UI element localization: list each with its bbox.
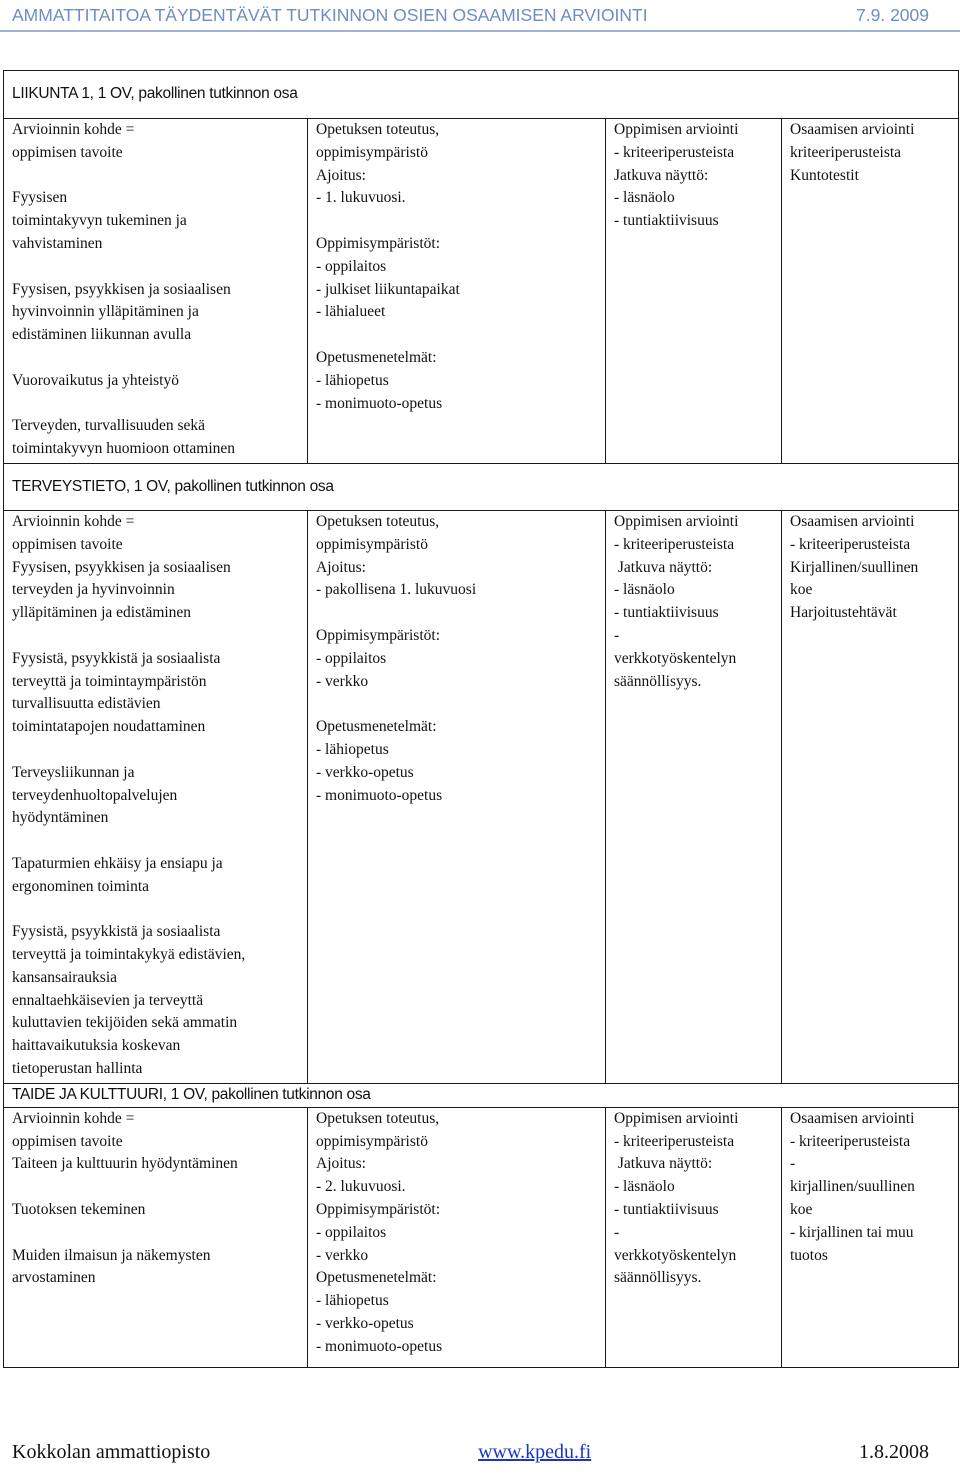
content-line: Ajoitus: — [316, 1155, 366, 1173]
column-header — [606, 1107, 782, 1153]
content-line: - monimuoto-opetus — [316, 394, 443, 412]
content-line: ennaltaehkäisevien ja terveyttä — [12, 991, 204, 1009]
blank-line — [12, 1176, 303, 1199]
blank-line — [316, 693, 601, 716]
column-header-line: Osaamisen arviointi — [790, 121, 915, 138]
content-line: turvallisuutta edistävien — [12, 695, 161, 713]
content-line: Ajoitus: — [316, 558, 366, 576]
page-footer — [12, 1441, 929, 1464]
column-header-line: Arvioinnin kohde = — [12, 121, 135, 138]
content-line: Harjoitustehtävät — [790, 604, 897, 622]
content-line: terveyttä ja toimintakykyä edistävien, — [12, 946, 246, 964]
content-line: - monimuoto-opetus — [316, 1337, 443, 1355]
content-line: terveydenhuoltopalvelujen — [12, 786, 178, 804]
content-line: Oppimisympäristöt: — [316, 234, 440, 252]
assessment-table — [3, 70, 959, 1368]
column-header-line: oppimisympäristö — [316, 1132, 428, 1150]
content-line: vahvistaminen — [12, 234, 103, 252]
content-line: terveyttä ja toimintaympäristön — [12, 672, 207, 690]
blank-line — [12, 1222, 303, 1245]
blank-line — [12, 625, 303, 648]
column-header — [4, 510, 308, 556]
content-line: Kirjallinen/suullinen — [790, 558, 919, 576]
section-title: TAIDE JA KULTTUURI, 1 OV, pakollinen tutkinnon osa — [4, 1083, 959, 1107]
content-line: säännöllisyys. — [614, 1269, 702, 1287]
content-line: toimintakyvyn tukeminen ja — [12, 212, 187, 230]
blank-line — [12, 256, 303, 279]
content-line: - tuntiaktiivisuus — [614, 1201, 719, 1219]
content-line: ylläpitäminen ja edistäminen — [12, 604, 192, 622]
column-header-line: oppimisen tavoite — [12, 535, 123, 553]
content-line: Jatkuva näyttö: — [614, 166, 709, 184]
content-line: Muiden ilmaisun ja näkemysten — [12, 1246, 211, 1264]
content-line: - — [790, 1155, 796, 1173]
content-line: säännöllisyys. — [614, 672, 702, 690]
header-date: 7.9. 2009 — [856, 5, 929, 25]
blank-line — [316, 324, 601, 347]
column-header-row — [4, 1107, 959, 1153]
content-line: Fyysisen — [12, 189, 68, 207]
content-line: - verkko-opetus — [316, 763, 414, 781]
content-line: - lähiopetus — [316, 1292, 389, 1310]
content-cell — [308, 557, 606, 1084]
content-line: kuluttavien tekijöiden sekä ammatin — [12, 1014, 238, 1032]
content-cell — [782, 1153, 959, 1367]
content-line: hyödyntäminen — [12, 809, 109, 827]
content-cell — [308, 165, 606, 464]
column-header — [782, 510, 959, 556]
content-line: Terveyden, turvallisuuden sekä — [12, 417, 206, 435]
content-cell — [308, 1153, 606, 1367]
column-header-row — [4, 510, 959, 556]
content-line: haittavaikutuksia koskevan — [12, 1037, 181, 1055]
content-line: Opetusmenetelmät: — [316, 1269, 437, 1287]
content-line: Vuorovaikutus ja yhteistyö — [12, 371, 179, 389]
content-line: verkkotyöskentelyn — [614, 1246, 737, 1264]
blank-line — [316, 210, 601, 233]
content-line: Tuotoksen tekeminen — [12, 1201, 146, 1219]
column-header — [4, 1107, 308, 1153]
content-line: toimintatapojen noudattaminen — [12, 718, 206, 736]
content-line: hyvinvoinnin ylläpitäminen ja — [12, 303, 199, 321]
content-line: ergonominen toiminta — [12, 877, 150, 895]
column-header-line: Oppimisen arviointi — [614, 512, 739, 530]
content-line: Fyysisen, psyykkisen ja sosiaalisen — [12, 280, 231, 298]
content-line: tuotos — [790, 1246, 828, 1264]
content-line: - kirjallinen tai muu — [790, 1223, 914, 1241]
content-line: Fyysistä, psyykkistä ja sosiaalista — [12, 649, 221, 667]
column-header — [782, 119, 959, 165]
content-line: Opetusmenetelmät: — [316, 348, 437, 366]
column-header-line: oppimisympäristö — [316, 143, 428, 161]
content-cell — [606, 557, 782, 1084]
content-line: Oppimisympäristöt: — [316, 1201, 440, 1219]
content-cell — [606, 1153, 782, 1367]
header-title: AMMATTITAITOA TÄYDENTÄVÄT TUTKINNON OSIEN OSAAMISEN ARVIOINTI — [12, 5, 648, 25]
content-line: - verkko — [316, 672, 369, 690]
content-line: Fyysisen, psyykkisen ja sosiaalisen — [12, 558, 231, 576]
content-line: tietoperustan hallinta — [12, 1060, 143, 1078]
column-header-line: - kriteeriperusteista — [790, 1132, 911, 1150]
content-line: - verkko — [316, 1246, 369, 1264]
column-header — [308, 119, 606, 165]
footer-website-link[interactable]: www.kpedu.fi — [478, 1441, 592, 1463]
assessment-table-body — [4, 71, 959, 1368]
column-header-line: Oppimisen arviointi — [614, 121, 739, 138]
content-line: - oppilaitos — [316, 257, 387, 275]
content-cell — [782, 165, 959, 464]
column-header — [308, 510, 606, 556]
content-line: - verkko-opetus — [316, 1315, 414, 1333]
column-header-line: - kriteeriperusteista — [614, 535, 735, 553]
blank-line — [12, 165, 303, 188]
content-line: - julkiset liikuntapaikat — [316, 280, 460, 298]
content-line: - lähiopetus — [316, 371, 389, 389]
content-line: Ajoitus: — [316, 166, 366, 184]
footer-school: Kokkolan ammattiopisto — [12, 1441, 211, 1463]
content-line: - läsnäolo — [614, 1178, 675, 1196]
page-header — [12, 4, 929, 26]
content-line: - monimuoto-opetus — [316, 786, 443, 804]
content-line: toimintakyvyn huomioon ottaminen — [12, 440, 236, 458]
blank-line — [316, 602, 601, 625]
content-line: - 1. lukuvuosi. — [316, 189, 406, 207]
column-header-line: - kriteeriperusteista — [614, 1132, 735, 1150]
column-header-line: Opetuksen toteutus, — [316, 121, 440, 138]
column-header-row — [4, 119, 959, 165]
content-cell — [606, 165, 782, 464]
section-title-row — [4, 71, 959, 119]
column-header-line: - kriteeriperusteista — [790, 535, 911, 553]
column-header-line: oppimisen tavoite — [12, 143, 123, 161]
content-cell — [4, 557, 308, 1084]
content-cell — [4, 1153, 308, 1367]
blank-line — [12, 830, 303, 853]
blank-line — [12, 899, 303, 922]
column-header — [606, 510, 782, 556]
content-line: Opetusmenetelmät: — [316, 718, 437, 736]
column-header-line: Osaamisen arviointi — [790, 1109, 915, 1127]
section-title: TERVEYSTIETO, 1 OV, pakollinen tutkinnon osa — [4, 463, 959, 510]
column-header-line: Arvioinnin kohde = — [12, 512, 135, 530]
section-title-row — [4, 1083, 959, 1107]
content-line: - lähialueet — [316, 303, 386, 321]
column-header — [4, 119, 308, 165]
content-line: arvostaminen — [12, 1269, 96, 1287]
content-line: Oppimisympäristöt: — [316, 626, 440, 644]
column-header — [606, 119, 782, 165]
column-header-line: Arvioinnin kohde = — [12, 1109, 135, 1127]
content-line: koe — [790, 581, 813, 599]
content-line: terveyden ja hyvinvoinnin — [12, 581, 175, 599]
content-line: - oppilaitos — [316, 1223, 387, 1241]
column-header-line: oppimisympäristö — [316, 535, 428, 553]
section-title-row — [4, 463, 959, 510]
content-line: Jatkuva näyttö: — [614, 558, 713, 576]
content-line: Terveysliikunnan ja — [12, 763, 135, 781]
content-line: Taiteen ja kulttuurin hyödyntäminen — [12, 1155, 238, 1173]
column-header-line: Opetuksen toteutus, — [316, 1109, 440, 1127]
content-line: - — [614, 626, 620, 644]
content-line: - tuntiaktiivisuus — [614, 604, 719, 622]
content-line: Jatkuva näyttö: — [614, 1155, 713, 1173]
content-line: kirjallinen/suullinen — [790, 1178, 915, 1196]
content-line: Fyysistä, psyykkistä ja sosiaalista — [12, 923, 221, 941]
column-header-line: kriteeriperusteista — [790, 143, 902, 161]
content-line: - tuntiaktiivisuus — [614, 212, 719, 230]
column-header-line: - kriteeriperusteista — [614, 143, 735, 161]
blank-line — [12, 739, 303, 762]
content-line: - 2. lukuvuosi. — [316, 1178, 406, 1196]
content-row — [4, 1153, 959, 1367]
content-line: - — [614, 1223, 620, 1241]
column-header — [782, 1107, 959, 1153]
content-line: Tapaturmien ehkäisy ja ensiapu ja — [12, 854, 223, 872]
content-cell — [4, 165, 308, 464]
content-line: Kuntotestit — [790, 166, 859, 184]
column-header-line: Opetuksen toteutus, — [316, 512, 440, 530]
section-title: LIIKUNTA 1, 1 OV, pakollinen tutkinnon osa — [4, 71, 959, 119]
content-line: - pakollisena 1. lukuvuosi — [316, 581, 477, 599]
content-line: kansansairauksia — [12, 968, 118, 986]
content-line: edistäminen liikunnan avulla — [12, 326, 192, 344]
footer-date: 1.8.2008 — [859, 1441, 929, 1463]
content-line: - lähiopetus — [316, 740, 389, 758]
content-cell — [782, 557, 959, 1084]
column-header-line: Oppimisen arviointi — [614, 1109, 739, 1127]
column-header — [308, 1107, 606, 1153]
content-line: - oppilaitos — [316, 649, 387, 667]
content-line: - läsnäolo — [614, 581, 675, 599]
content-row — [4, 557, 959, 1084]
column-header-line: oppimisen tavoite — [12, 1132, 123, 1150]
blank-line — [12, 393, 303, 416]
column-header-line: Osaamisen arviointi — [790, 512, 915, 530]
content-row — [4, 165, 959, 464]
content-line: koe — [790, 1201, 813, 1219]
content-line: verkkotyöskentelyn — [614, 649, 737, 667]
header-rule — [0, 30, 960, 32]
content-line: - läsnäolo — [614, 189, 675, 207]
blank-line — [12, 347, 303, 370]
